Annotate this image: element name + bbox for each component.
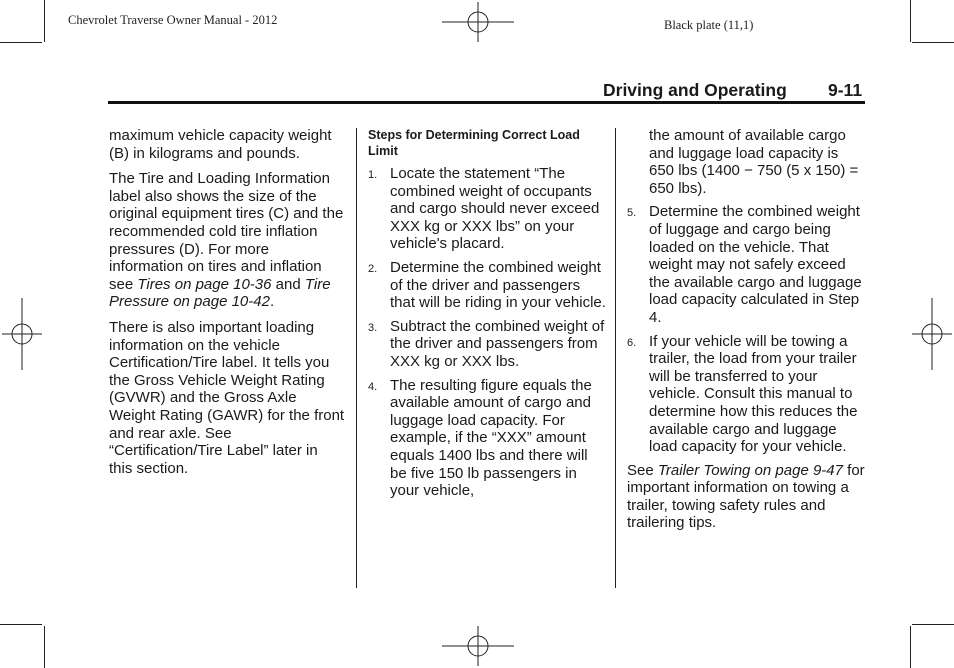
step-text: The resulting figure equals the available amount of cargo and luggage load capacity. For example, if the “XXX” amount equals 1400 lbs and there will be five 150 lb passengers in your vehicle, xyxy=(390,376,592,500)
step-number: 6. xyxy=(627,336,637,349)
paragraph-text: The Tire and Loading Information label also shows the size of the original equipment tires (C) and the recommended cold tire inflation pressures (D). For more information on tires and inflation see xyxy=(109,170,344,293)
registration-mark-icon xyxy=(912,298,952,370)
cross-reference-link[interactable]: Tires on page 10-36 xyxy=(137,275,272,293)
section-title: Driving and Operating xyxy=(603,80,787,100)
step-text: Locate the statement “The combined weight of occupants and cargo should never exceed XXX kg or XXX lbs” on your vehicle's placard. xyxy=(390,165,600,253)
step-number: 4. xyxy=(368,380,378,393)
print-header-left: Chevrolet Traverse Owner Manual - 2012 xyxy=(68,13,278,27)
list-item xyxy=(368,377,608,500)
crop-mark xyxy=(912,42,954,43)
crop-mark xyxy=(910,0,911,42)
column-2 xyxy=(368,127,608,506)
paragraph: maximum vehicle capacity weight (B) in kilograms and pounds. xyxy=(109,127,332,162)
crop-mark xyxy=(44,0,45,42)
paragraph-text: See xyxy=(627,461,658,479)
header-rule xyxy=(108,101,865,104)
step-text: Subtract the combined weight of the driver and passengers from XXX kg or XXX lbs. xyxy=(390,317,605,370)
paragraph: There is also important loading information on the vehicle Certification/Tire label. It tells you the Gross Vehicle Weight Rating (GVWR) and the Gross Axle Weight Rating (GAWR) for the front and rear axle. See “Certification/Tire Label” later in this section. xyxy=(109,318,345,477)
continued-step-text: the amount of available cargo and luggage load capacity is 650 lbs (1400 − 750 (5 x 150) = 650 lbs). xyxy=(649,127,859,197)
crop-mark xyxy=(912,624,954,625)
cross-reference-link[interactable]: Tire Pressure on page 10-42 xyxy=(109,275,331,311)
column-divider xyxy=(356,128,357,588)
list-item xyxy=(368,318,608,371)
column-1 xyxy=(109,127,345,485)
step-text: If your vehicle will be towing a trailer, the load from your trailer will be transferred to your vehicle. Consult this manual to determine how this reduces the available cargo and luggage load capacity for your vehicle. xyxy=(649,332,858,456)
step-number: 1. xyxy=(368,169,378,181)
crop-mark xyxy=(910,626,911,668)
paragraph xyxy=(109,170,345,311)
registration-mark-icon xyxy=(442,2,514,42)
print-header-right: Black plate (11,1) xyxy=(664,18,754,32)
step-number: 3. xyxy=(368,321,378,334)
paragraph-text: . xyxy=(269,293,275,311)
step-number: 5. xyxy=(627,207,637,220)
column-3 xyxy=(627,127,867,540)
list-item xyxy=(627,333,867,456)
step-text: Determine the combined weight of luggage and cargo being loaded on the vehicle. That weight may not safely exceed the available cargo and luggage load capacity calculated in Step 4. xyxy=(649,203,862,326)
paragraph xyxy=(627,462,867,532)
paragraph-text: and xyxy=(271,275,305,293)
crop-mark xyxy=(0,42,42,43)
cross-reference-link[interactable]: Trailer Towing on page 9-47 xyxy=(657,461,843,479)
page-number: 9-11 xyxy=(828,80,863,100)
list-item xyxy=(627,203,867,326)
step-text: Determine the combined weight of the driver and passengers that will be riding in your vehicle. xyxy=(390,258,606,312)
registration-mark-icon xyxy=(442,626,514,666)
list-item xyxy=(368,165,608,253)
crop-mark xyxy=(0,624,42,625)
crop-mark xyxy=(44,626,45,668)
step-number: 2. xyxy=(368,262,378,275)
subheading: Steps for Determining Correct Load Limit xyxy=(368,128,580,158)
registration-mark-icon xyxy=(2,298,42,370)
column-divider xyxy=(615,128,616,588)
list-item xyxy=(368,259,608,312)
paragraph-text: for important information on towing a trailer, towing safety rules and trailering tips. xyxy=(627,461,865,532)
